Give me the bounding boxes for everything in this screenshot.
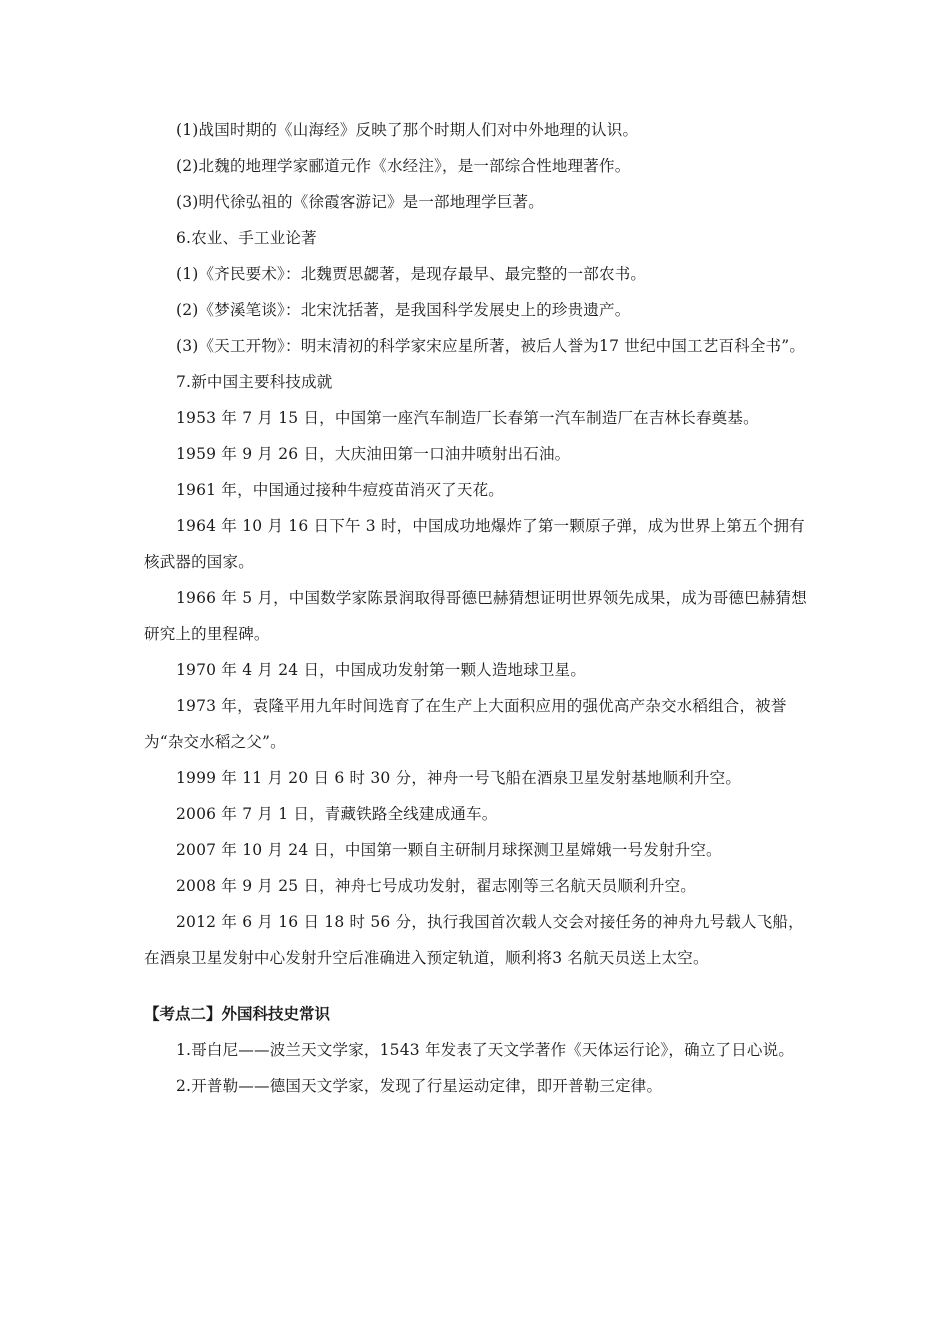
achievement-2008: 2008 年 9 月 25 日，神舟七号成功发射，翟志刚等三名航天员顺利升空。 — [176, 877, 696, 895]
foreign-item-2: 2.开普勒——德国天文学家，发现了行星运动定律，即开普勒三定律。 — [176, 1077, 663, 1095]
geography-item-3: (3)明代徐弘祖的《徐霞客游记》是一部地理学巨著。 — [176, 193, 544, 211]
geography-item-1: (1)战国时期的《山海经》反映了那个时期人们对中外地理的认识。 — [176, 121, 639, 139]
achievement-2006: 2006 年 7 月 1 日，青藏铁路全线建成通车。 — [176, 805, 498, 823]
agriculture-item-2: (2)《梦溪笔谈》：北宋沈括著，是我国科学发展史上的珍贵遗产。 — [176, 301, 631, 319]
foreign-item-1: 1.哥白尼——波兰天文学家，1543 年发表了天文学著作《天体运行论》，确立了日心说。 — [176, 1041, 795, 1059]
new-china-heading: 7.新中国主要科技成就 — [176, 373, 333, 391]
agriculture-item-3: (3)《天工开物》：明末清初的科学家宋应星所著，被后人誉为17 世纪中国工艺百科全书”。 — [176, 337, 806, 355]
section-heading-foreign: 【考点二】外国科技史常识 — [144, 1005, 331, 1023]
geography-item-2: (2)北魏的地理学家郦道元作《水经注》，是一部综合性地理著作。 — [176, 157, 631, 175]
agriculture-heading: 6.农业、手工业论著 — [176, 229, 317, 247]
achievement-1966: 1966 年 5 月，中国数学家陈景润取得哥德巴赫猜想证明世界领先成果，成为哥德巴赫猜想研究上的里程碑。 — [144, 589, 807, 643]
achievement-1970: 1970 年 4 月 24 日，中国成功发射第一颗人造地球卫星。 — [176, 661, 587, 679]
achievement-1999: 1999 年 11 月 20 日 6 时 30 分，神舟一号飞船在酒泉卫星发射基地顺利升空。 — [176, 769, 742, 787]
achievement-1953: 1953 年 7 月 15 日，中国第一座汽车制造厂长春第一汽车制造厂在吉林长春奠基。 — [176, 409, 759, 427]
section-gap — [144, 976, 816, 996]
document-body — [144, 112, 816, 1104]
achievement-1964: 1964 年 10 月 16 日下午 3 时，中国成功地爆炸了第一颗原子弹，成为世界上第五个拥有核武器的国家。 — [144, 517, 805, 571]
achievement-1973: 1973 年，袁隆平用九年时间选育了在生产上大面积应用的强优高产杂交水稻组合，被誉为“杂交水稻之父”。 — [144, 697, 787, 751]
achievement-1961: 1961 年，中国通过接种牛痘疫苗消灭了天花。 — [176, 481, 504, 499]
achievement-2012: 2012 年 6 月 16 日 18 时 56 分，执行我国首次载人交会对接任务的神舟九号载人飞船，在酒泉卫星发射中心发射升空后准确进入预定轨道，顺利将3 名航天员送上太空。 — [144, 913, 804, 967]
achievement-2007: 2007 年 10 月 24 日，中国第一颗自主研制月球探测卫星嫦娥一号发射升空。 — [176, 841, 722, 859]
agriculture-item-1: (1)《齐民要术》：北魏贾思勰著，是现存最早、最完整的一部农书。 — [176, 265, 647, 283]
achievement-1959: 1959 年 9 月 26 日，大庆油田第一口油井喷射出石油。 — [176, 445, 571, 463]
